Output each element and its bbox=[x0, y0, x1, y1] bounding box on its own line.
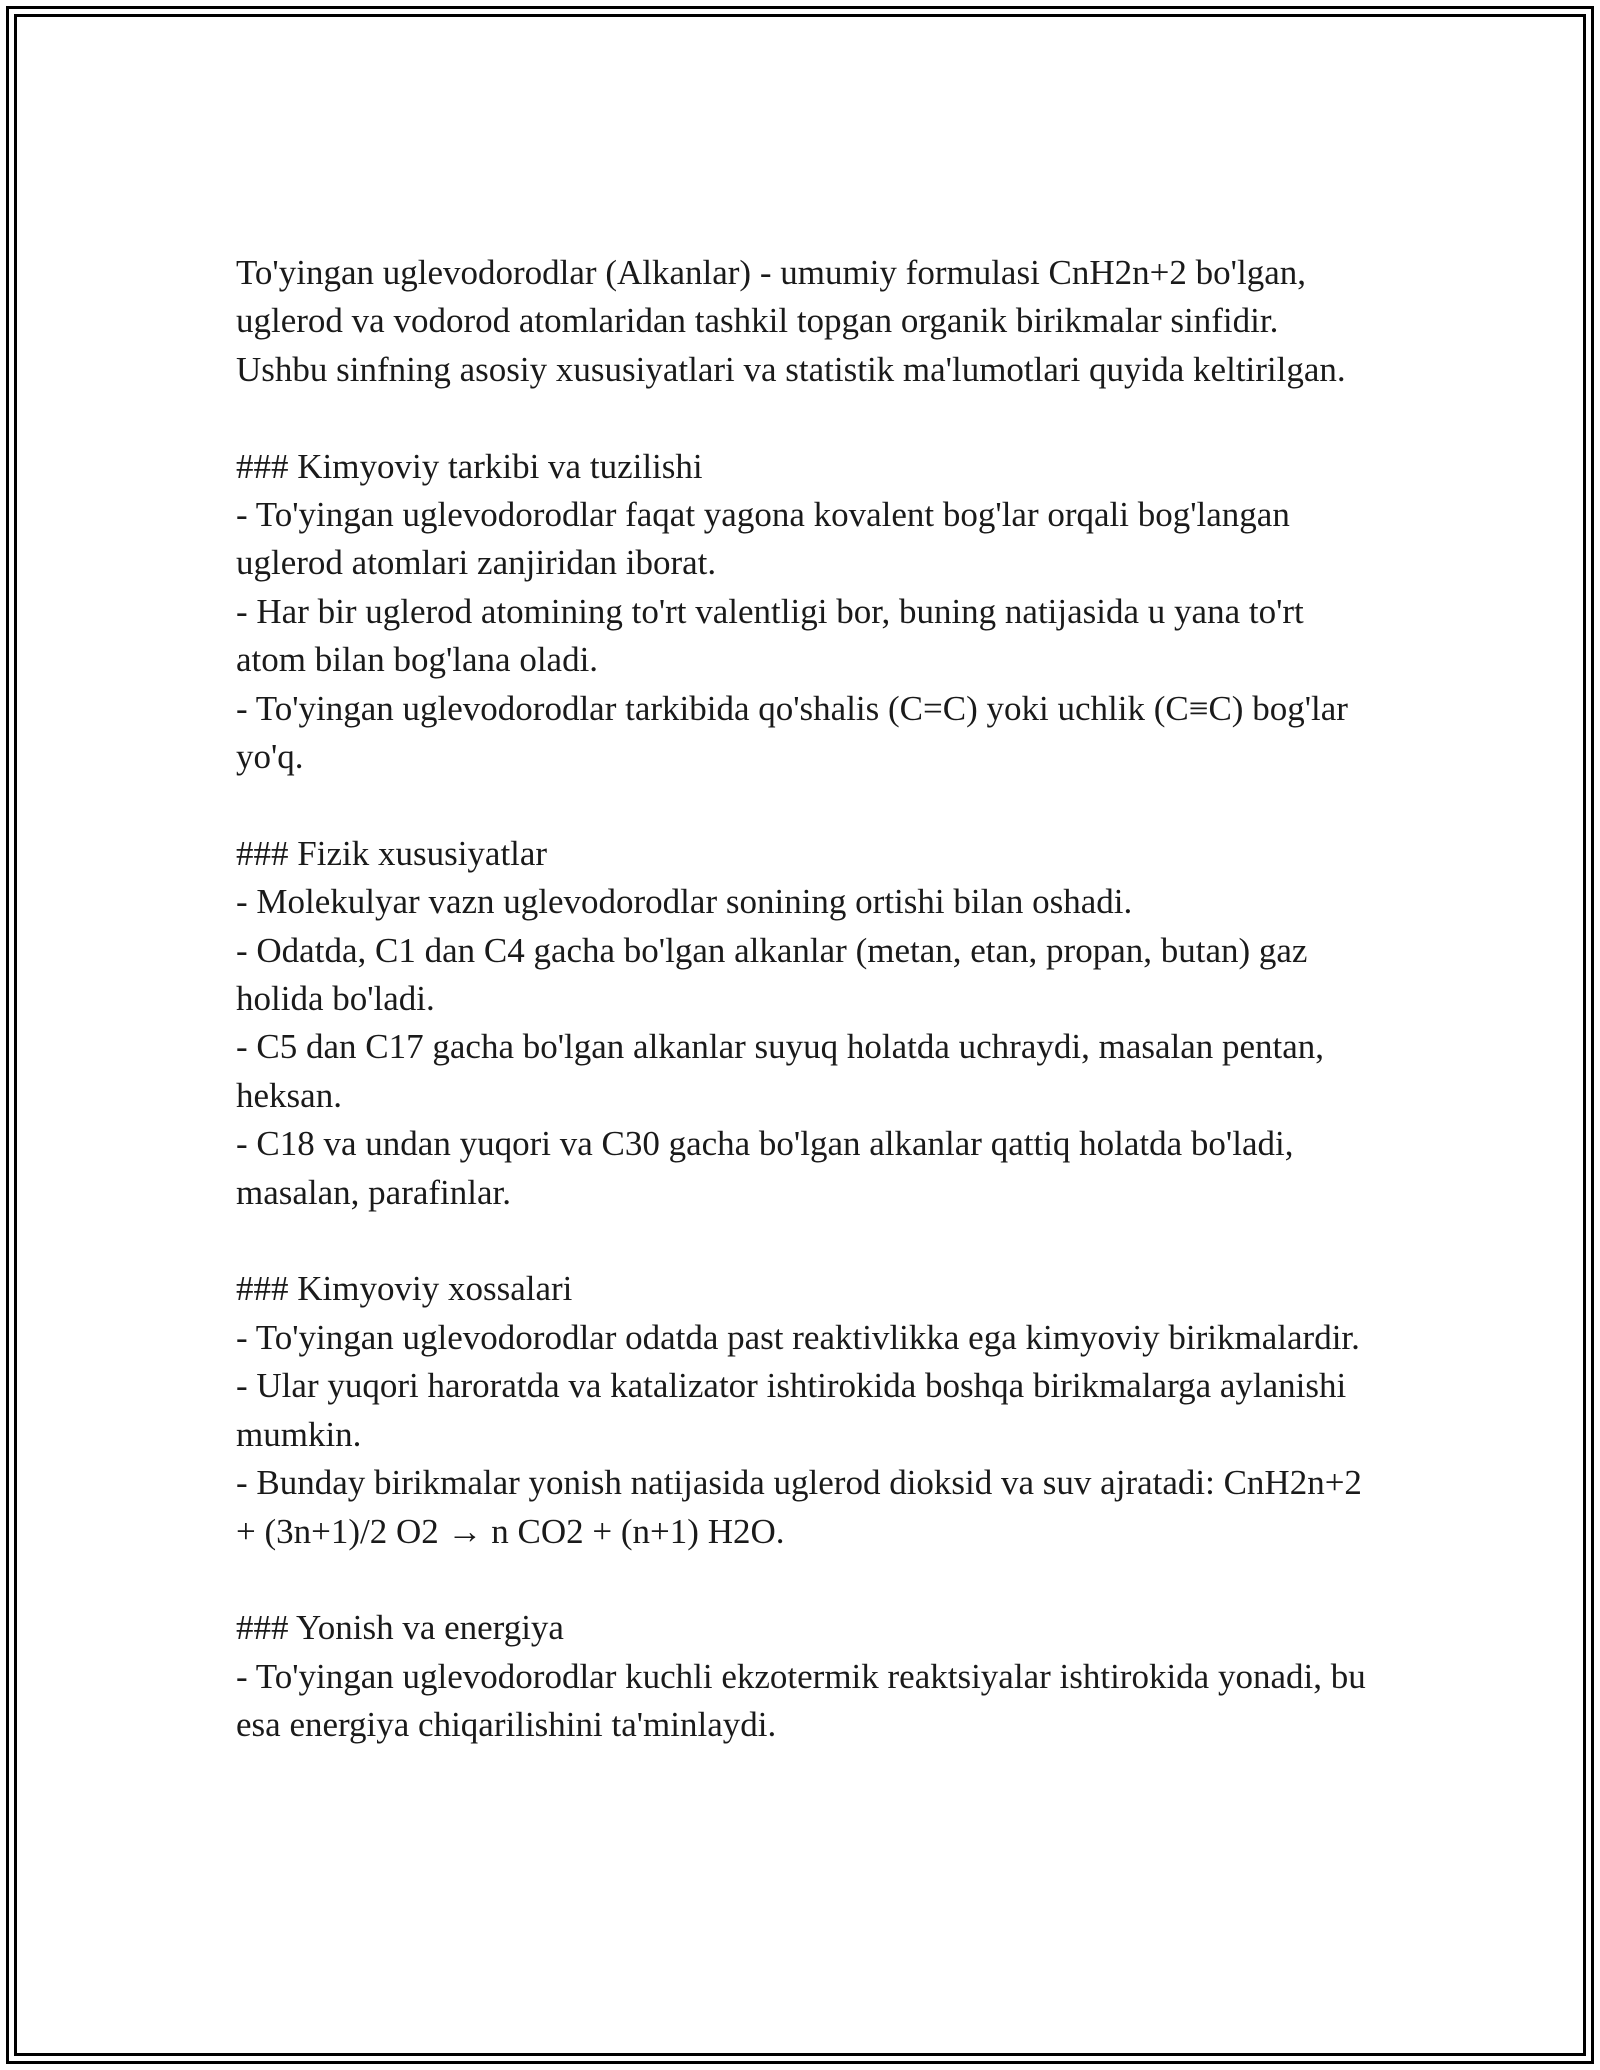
list-item: - To'yingan uglevodorodlar tarkibida qo'shalis (C=C) yoki uchlik (C≡C) bog'lar yo'q. bbox=[236, 688, 1357, 777]
document-body bbox=[236, 249, 1376, 1750]
list-item: - To'yingan uglevodorodlar faqat yagona kovalent bog'lar orqali bog'langan uglerod atomlari zanjiridan iborat. bbox=[236, 495, 1299, 583]
intro-paragraph: To'yingan uglevodorodlar (Alkanlar) - umumiy formulasi CnH2n+2 bo'lgan, uglerod va vodorod atomlaridan tashkil topgan organik birikmalar sinfidir. Ushbu sinfning asosiy xususiyatlari va statistik ma'lumotlari quyida keltirilgan. bbox=[236, 253, 1346, 389]
section-gap bbox=[236, 1556, 1376, 1604]
list-item: - C5 dan C17 gacha bo'lgan alkanlar suyuq holatda uchraydi, masalan pentan, heksan. bbox=[236, 1027, 1333, 1115]
list-item: - Har bir uglerod atomining to'rt valentligi bor, buning natijasida u yana to'rt atom bilan bog'lana oladi. bbox=[236, 591, 1313, 680]
section-gap bbox=[236, 781, 1376, 829]
section-heading-combustion: ### Yonish va energiya bbox=[236, 1608, 564, 1648]
section-heading-composition: ### Kimyoviy tarkibi va tuzilishi bbox=[236, 446, 703, 486]
section-gap bbox=[236, 1217, 1376, 1265]
list-item: - Bunday birikmalar yonish natijasida uglerod dioksid va suv ajratadi: CnH2n+2 + (3n+1)/2 O2 → n CO2 + (n+1) H2O. bbox=[236, 1463, 1371, 1551]
section-heading-physical: ### Fizik xususiyatlar bbox=[236, 833, 548, 873]
list-item: - To'yingan uglevodorodlar odatda past reaktivlikka ega kimyoviy birikmalardir. bbox=[236, 1317, 1360, 1357]
section-gap bbox=[236, 394, 1376, 442]
list-item: - Molekulyar vazn uglevodorodlar sonining ortishi bilan oshadi. bbox=[236, 882, 1133, 922]
section-heading-chemical: ### Kimyoviy xossalari bbox=[236, 1269, 573, 1309]
list-item: - To'yingan uglevodorodlar kuchli ekzotermik reaktsiyalar ishtirokida yonadi, bu esa energiya chiqarilishini ta'minlaydi. bbox=[236, 1656, 1375, 1745]
list-item: - Ular yuqori haroratda va katalizator ishtirokida boshqa birikmalarga aylanishi mumkin. bbox=[236, 1366, 1355, 1454]
list-item: - C18 va undan yuqori va C30 gacha bo'lgan alkanlar qattiq holatda bo'ladi, masalan, parafinlar. bbox=[236, 1124, 1303, 1212]
list-item: - Odatda, C1 dan C4 gacha bo'lgan alkanlar (metan, etan, propan, butan) gaz holida bo'ladi. bbox=[236, 930, 1317, 1019]
